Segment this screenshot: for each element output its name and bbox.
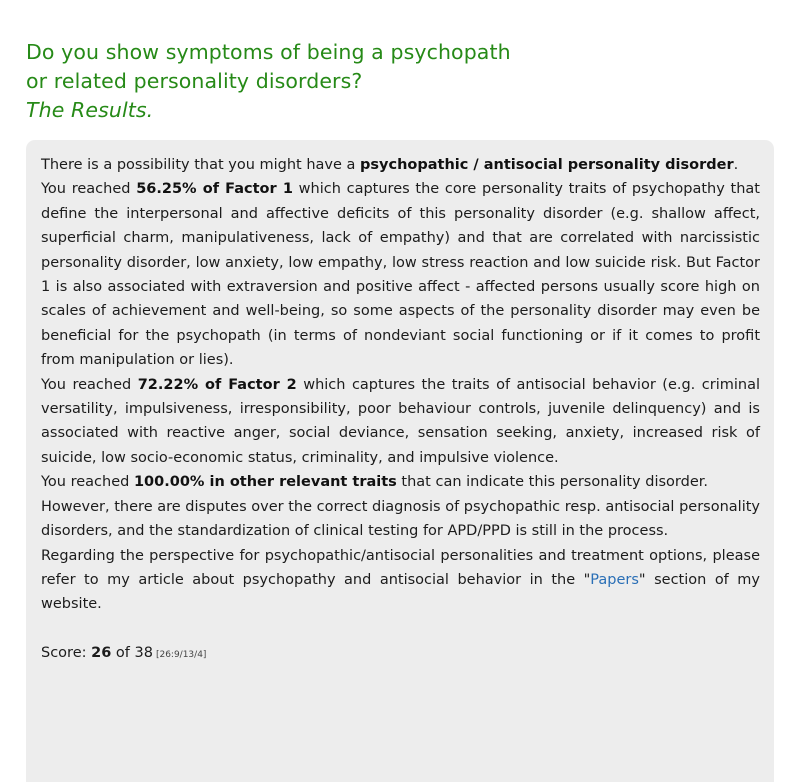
heading-subtitle: The Results. bbox=[26, 98, 154, 122]
score-label: Score: bbox=[41, 644, 92, 661]
score-total: 38 bbox=[134, 644, 153, 661]
diagnosis-prefix: There is a possibility that you might have a bbox=[41, 157, 361, 173]
other-traits-prefix: You reached bbox=[41, 474, 134, 491]
other-traits-text: that can indicate this personality disorder. bbox=[396, 474, 708, 491]
score-detail: [26:9/13/4] bbox=[155, 649, 207, 660]
factor-1-paragraph bbox=[41, 177, 760, 372]
other-traits-paragraph bbox=[41, 470, 760, 494]
result-diagnosis-paragraph bbox=[41, 153, 760, 177]
diagnosis-suffix: . bbox=[733, 157, 739, 173]
disputes-paragraph: However, there are disputes over the correct diagnosis of psychopathic resp. antisocial personality disorders, and the standardization of clinical testing for APD/PPD is still in the process. bbox=[41, 498, 760, 540]
factor-1-score: 56.25% of Factor 1 bbox=[136, 181, 293, 198]
factor-1-text: which captures the core personality traits of psychopathy that define the interpersonal and affective deficits of this personality disorder (e.g. shallow affect, superficial charm, manipulativeness, lack of empathy) and that are correlated with narcissistic personality disorder, low anxiety, low empathy, low stress reaction and low suicide risk. But Factor 1 is also associated with extraversion and positive affect - affected persons usually score high on scales of achievement and well-being, so some aspects of the personality disorder may even be beneficial for the psychopath (in terms of nondeviant social functioning or if it comes to profit from manipulation or lies). bbox=[41, 181, 760, 369]
results-box bbox=[26, 140, 774, 782]
score-of: of bbox=[111, 644, 135, 661]
score-line bbox=[41, 641, 760, 667]
perspective-suffix: " section of my website. bbox=[41, 571, 760, 613]
factor-1-prefix: You reached bbox=[41, 181, 137, 198]
factor-2-text: which captures the traits of antisocial behavior (e.g. criminal versatility, impulsiveness, irresponsibility, poor behaviour controls, juvenile delinquency) and is associated with reactive anger, social deviance, sensation seeking, anxiety, increased risk of suicide, low socio-economic status, criminality, and impulsive violence. bbox=[41, 376, 760, 466]
page-heading bbox=[26, 38, 511, 125]
factor-2-score: 72.22% of Factor 2 bbox=[137, 376, 297, 393]
factor-2-prefix: You reached bbox=[41, 376, 138, 393]
perspective-prefix: Regarding the perspective for psychopathic/antisocial personalities and treatment options, please refer to my article about psychopathy and antisocial behavior in the " bbox=[41, 547, 760, 588]
factor-2-paragraph bbox=[41, 373, 760, 471]
papers-link[interactable]: Papers bbox=[590, 571, 639, 588]
diagnosis-label: psychopathic / antisocial personality disorder bbox=[360, 157, 734, 173]
heading-line-2: or related personality disorders? bbox=[26, 69, 363, 93]
results-text bbox=[41, 153, 760, 617]
score-value: 26 bbox=[91, 644, 112, 661]
perspective-paragraph bbox=[41, 544, 760, 617]
heading-line-1: Do you show symptoms of being a psychopath bbox=[26, 40, 511, 64]
other-traits-score: 100.00% in other relevant traits bbox=[133, 474, 397, 491]
